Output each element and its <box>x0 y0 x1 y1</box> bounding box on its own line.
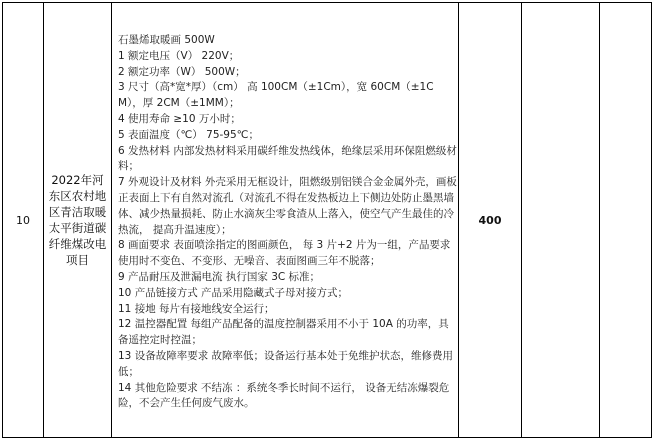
project-name-cell <box>44 3 111 437</box>
project-name: 2022年河东区农村地区青洁取暖太平街道碳纤维煤改电项目 <box>48 173 107 267</box>
spec-line: 6 发热材料 内部发热材料采用碳纤维发热线体，绝缘层采用环保阻燃级材料； <box>118 144 457 173</box>
spec-line: 12 温控器配置 每组产品配备的温度控制器采用不小于 10A 的功率，具备遥控定时控温； <box>118 318 449 347</box>
spec-line: 10 产品链接方式 产品采用隐藏式子母对接方式； <box>118 286 349 299</box>
column-divider <box>111 3 112 437</box>
spec-line: 14 其他危险要求 不结冻 ：系统冬季长时间不运行， 设备无结冻爆裂危险，不会产生任何废气废水。 <box>118 381 450 410</box>
spec-line: 7 外观设计及材料 外壳采用无框设计，阻燃级别铝镁合金金属外壳，画板正表面上下有自然对流孔（对流孔不得在发热板边上下侧边处防止墨黑墙体、减少热量损耗、防止水滴灰尘零食渣从上落入，使空气产生最佳的冷热流， 提高升温速度）； <box>118 176 457 236</box>
specification-cell <box>118 33 458 412</box>
quantity-cell <box>459 3 521 437</box>
column-divider <box>521 3 522 437</box>
product-table <box>2 2 652 438</box>
spec-line: 9 产品耐压及泄漏电流 执行国家 3C 标准； <box>118 270 321 283</box>
quantity-value: 400 <box>478 213 502 227</box>
spec-line: 11 接地 每片有接地线安全运行； <box>118 302 275 315</box>
spec-line: 1 额定电压（V） 220V； <box>118 49 240 62</box>
spec-line: 2 额定功率（W） 500W； <box>118 65 246 78</box>
spec-line: 4 使用寿命 ≥10 万小时； <box>118 112 241 125</box>
spec-line: 5 表面温度（℃） 75-95℃； <box>118 128 259 141</box>
spec-line: 3 尺寸（高*宽*厚）（cm） 高 100CM（±1Cm），宽 60CM（±1CM），厚 2CM（±1MM）； <box>118 81 434 110</box>
column-divider <box>599 3 600 437</box>
spec-line: 13 设备故障率要求 故障率低；设备运行基本处于免维护状态，维修费用低； <box>118 349 454 378</box>
row-index-cell <box>3 3 43 437</box>
row-index: 10 <box>16 213 30 227</box>
spec-line: 8 画面要求 表面喷涂指定的图画颜色， 每 3 片+2 片为一组，产品要求使用时不变色、不变形、无噪音、表面图画三年不脱落； <box>118 239 451 268</box>
spec-line: 石墨烯取暖画 500W <box>118 34 215 46</box>
